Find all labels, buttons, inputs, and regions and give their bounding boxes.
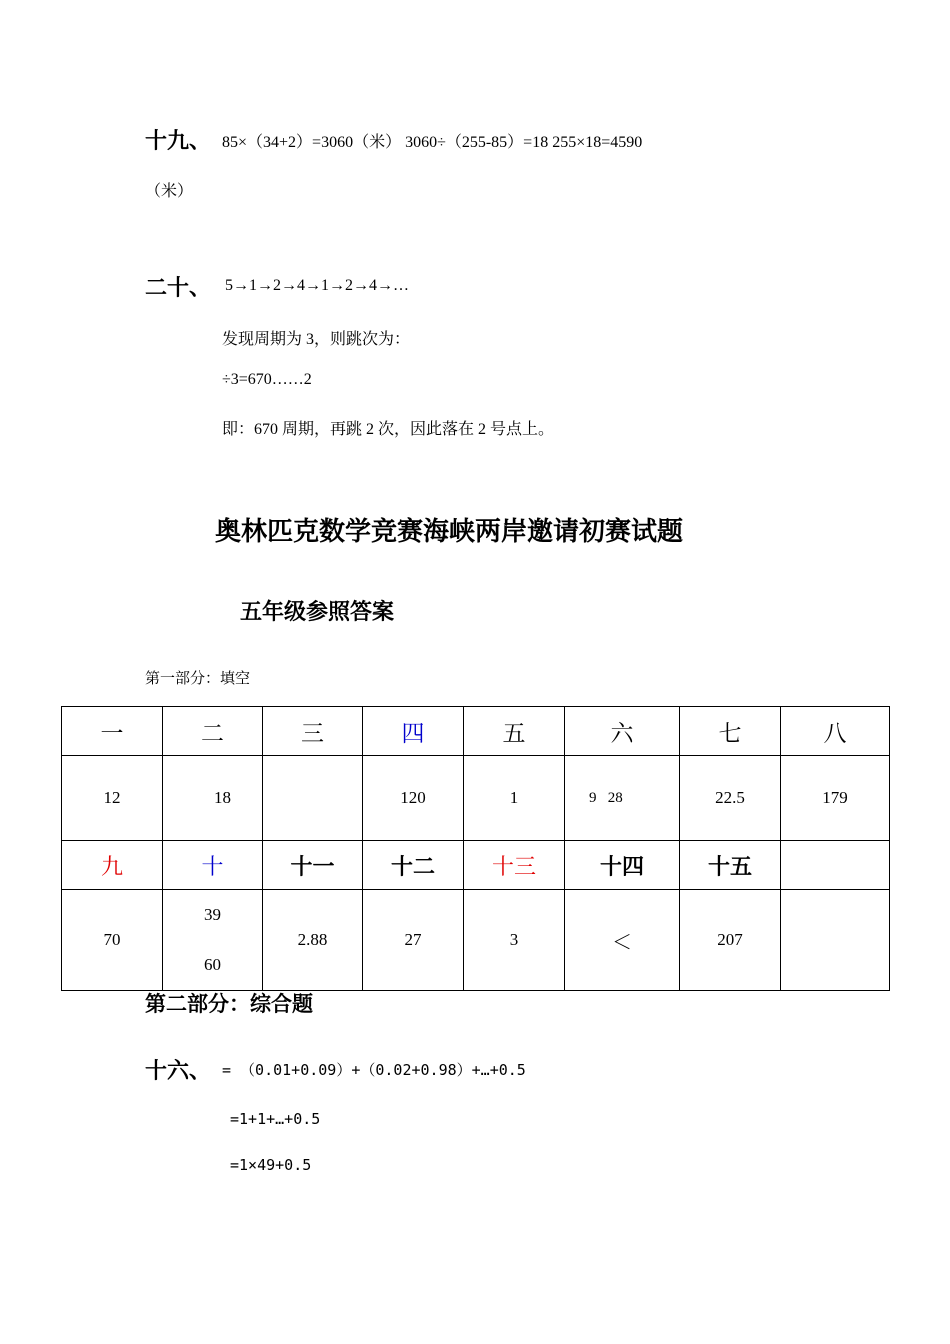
q20-line3: 即：670 周期，再跳 2 次，因此落在 2 号点上。: [222, 421, 555, 438]
answer-cell-10-top: 39: [204, 905, 221, 924]
answer-table: [61, 706, 890, 991]
header-cell-1: 一: [62, 707, 163, 756]
q20-label: 二十、: [145, 276, 212, 301]
q19-label: 十九、: [145, 129, 212, 154]
answer-cell-12: 27: [363, 890, 464, 991]
header-cell-13: 十三: [464, 841, 565, 890]
table-row: [62, 707, 890, 756]
table-row: [62, 890, 890, 991]
header-cell-3: 三: [263, 707, 363, 756]
answer-cell-13: 3: [464, 890, 565, 991]
header-cell-8: 八: [781, 707, 890, 756]
table-row: [62, 756, 890, 841]
answer-cell-3: [263, 756, 363, 841]
answer-cell-6: 9 28: [565, 756, 680, 841]
answer-cell-9: 70: [62, 890, 163, 991]
header-cell-4: 四: [363, 707, 464, 756]
page-title: 奥林匹克数学竞赛海峡两岸邀请初赛试题: [215, 517, 684, 547]
q20-line1: 发现周期为 3，则跳次为：: [222, 331, 411, 348]
header-cell-14: 十四: [565, 841, 680, 890]
q16-label: 十六、: [145, 1059, 212, 1084]
header-cell-2: 二: [163, 707, 263, 756]
page-subtitle: 五年级参照答案: [240, 600, 395, 625]
q19-line1: 85×（34+2）=3060（米） 3060÷（255-85）=18 255×18=4590: [222, 134, 643, 151]
answer-cell-empty: [781, 890, 890, 991]
header-cell-9: 九: [62, 841, 163, 890]
header-cell-7: 七: [680, 707, 781, 756]
part1-label: 第一部分：填空: [145, 669, 251, 687]
header-cell-5: 五: [464, 707, 565, 756]
answer-cell-15: 207: [680, 890, 781, 991]
table-row: [62, 841, 890, 890]
q19-line2: （米）: [145, 183, 194, 200]
answer-cell-7: 22.5: [680, 756, 781, 841]
answer-cell-2: 18: [163, 756, 263, 841]
answer-cell-10-bottom: 60: [204, 955, 221, 974]
header-cell-12: 十二: [363, 841, 464, 890]
q16-line3: =1×49+0.5: [230, 1156, 312, 1174]
answer-cell-11: 2.88: [263, 890, 363, 991]
header-cell-10: 十: [163, 841, 263, 890]
q16-line1: = （0.01+0.09）+（0.02+0.98）+…+0.5: [222, 1061, 526, 1079]
q20-sequence: 5→1→2→4→1→2→4→…: [225, 277, 409, 294]
header-cell-15: 十五: [680, 841, 781, 890]
answer-cell-10: [163, 890, 263, 991]
answer-cell-8: 179: [781, 756, 890, 841]
answer-cell-5: 1: [464, 756, 565, 841]
answer-cell-14: ＜: [565, 890, 680, 991]
answer-cell-1: 12: [62, 756, 163, 841]
part2-label: 第二部分：综合题: [145, 992, 313, 1016]
header-cell-empty: [781, 841, 890, 890]
q16-line2: =1+1+…+0.5: [230, 1110, 321, 1128]
answer-cell-4: 120: [363, 756, 464, 841]
header-cell-11: 十一: [263, 841, 363, 890]
q20-line2: ÷3=670……2: [222, 371, 312, 388]
header-cell-6: 六: [565, 707, 680, 756]
